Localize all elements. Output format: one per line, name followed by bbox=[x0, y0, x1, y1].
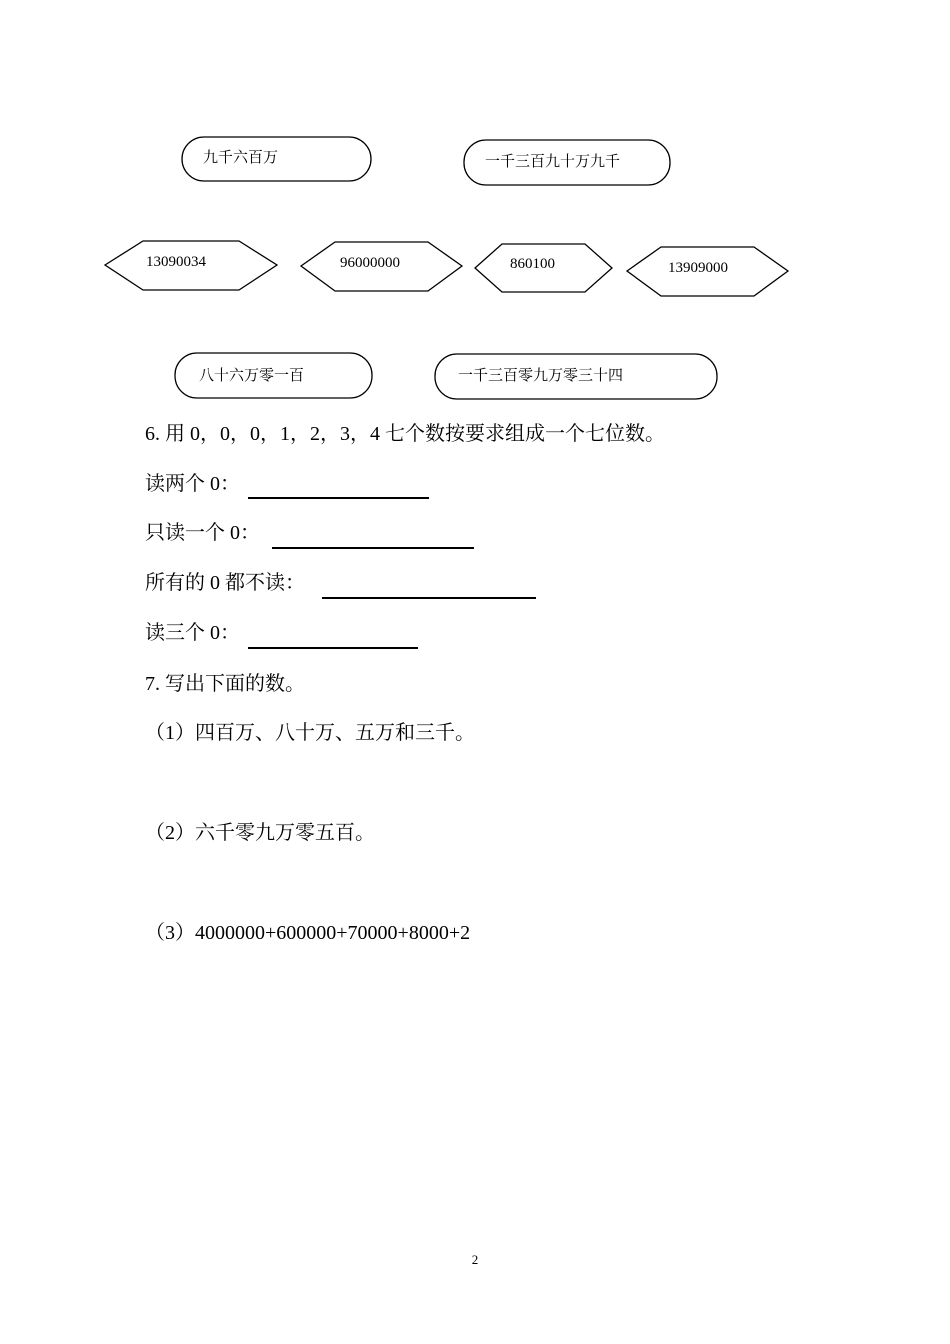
number-card-4 bbox=[626, 246, 789, 297]
word-card-3-label: 八十六万零一百 bbox=[199, 368, 305, 384]
word-card-4 bbox=[434, 353, 718, 400]
q6-read-three-zeros-label: 读三个 0： bbox=[145, 622, 240, 644]
question-6-title: 6. 用 0，0，0，1，2，3，4 七个数按要求组成一个七位数。 bbox=[145, 423, 665, 445]
word-card-3 bbox=[174, 352, 373, 399]
q7-item-3: （3）4000000+600000+70000+8000+2 bbox=[145, 922, 471, 944]
number-card-1-label: 13090034 bbox=[146, 254, 206, 270]
word-card-2 bbox=[463, 139, 671, 186]
q6-read-one-zero-blank[interactable] bbox=[272, 547, 474, 549]
number-card-3-label: 860100 bbox=[510, 256, 555, 272]
word-card-2-label: 一千三百九十万九千 bbox=[485, 154, 621, 170]
number-card-2 bbox=[300, 241, 463, 292]
number-card-3 bbox=[474, 243, 613, 293]
word-card-1 bbox=[181, 136, 372, 182]
question-7-title: 7. 写出下面的数。 bbox=[145, 673, 305, 695]
number-card-2-label: 96000000 bbox=[340, 255, 400, 271]
word-card-4-label: 一千三百零九万零三十四 bbox=[458, 368, 624, 384]
q6-read-no-zero-label: 所有的 0 都不读： bbox=[145, 572, 305, 594]
q6-read-three-zeros-blank[interactable] bbox=[248, 647, 418, 649]
page-number: 2 bbox=[471, 1252, 479, 1267]
q6-read-two-zeros-blank[interactable] bbox=[248, 497, 429, 499]
number-card-4-label: 13909000 bbox=[668, 260, 728, 276]
q6-read-no-zero-blank[interactable] bbox=[322, 597, 536, 599]
q6-read-one-zero-label: 只读一个 0： bbox=[145, 522, 260, 544]
q6-read-two-zeros-label: 读两个 0： bbox=[145, 473, 240, 495]
number-card-1 bbox=[104, 240, 278, 291]
q7-item-2: （2）六千零九万零五百。 bbox=[145, 822, 375, 844]
word-card-1-label: 九千六百万 bbox=[203, 150, 279, 166]
q7-item-1: （1）四百万、八十万、五万和三千。 bbox=[145, 722, 475, 744]
